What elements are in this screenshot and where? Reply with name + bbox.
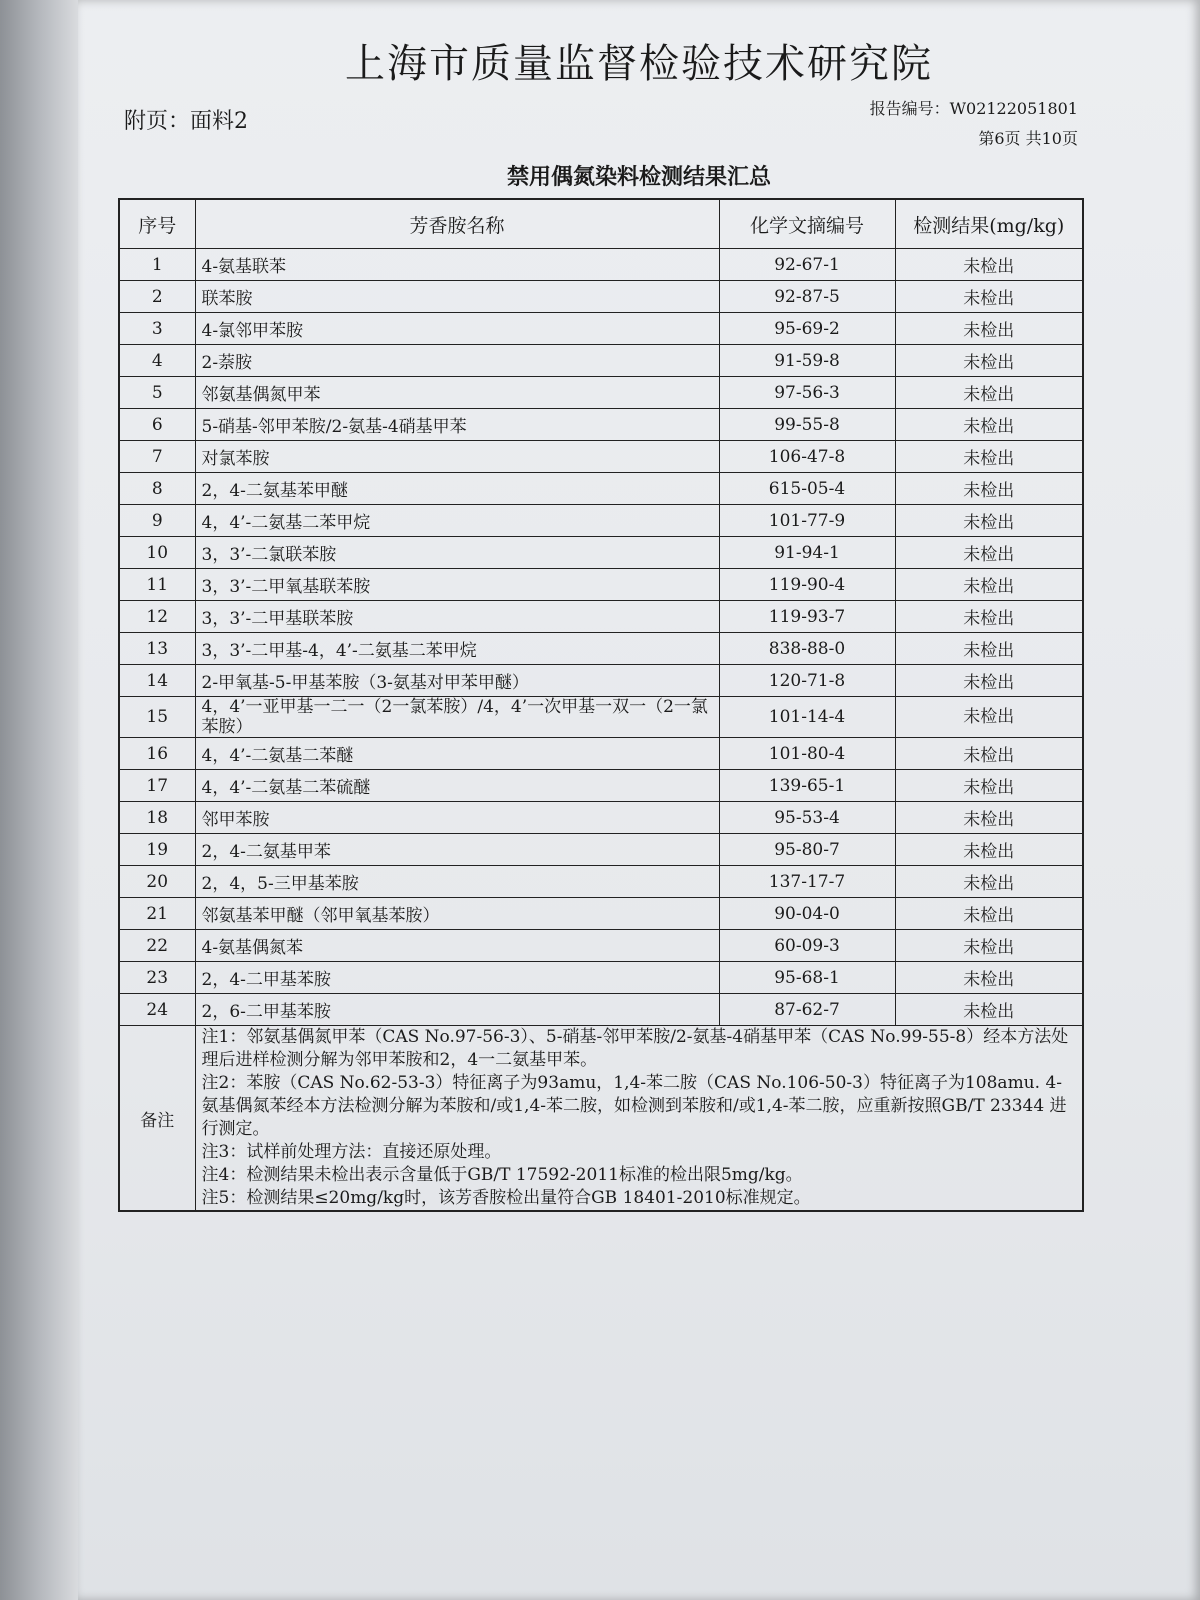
- table-row: [119, 409, 1083, 441]
- cas-number: 615-05-4: [719, 473, 895, 505]
- remark-note: 注3：试样前处理方法：直接还原处理。: [201, 1142, 502, 1162]
- table-header-row: [119, 199, 1083, 249]
- row-number: 6: [119, 409, 195, 441]
- cas-number: 139-65-1: [719, 770, 895, 802]
- amine-name: 2，6-二甲基苯胺: [195, 994, 719, 1026]
- table-row: [119, 537, 1083, 569]
- remark-note: 注1：邻氨基偶氮甲苯（CAS No.97-56-3）、5-硝基-邻甲苯胺/2-氨基-4硝基甲苯（CAS No.99-55-8）经本方法处理后进样检测分解为邻甲苯胺和2，4一二氨基甲苯。: [201, 1027, 1069, 1070]
- amine-name: 4，4’-二氨基二苯醚: [195, 738, 719, 770]
- amine-name: 对氯苯胺: [195, 441, 719, 473]
- row-number: 18: [119, 802, 195, 834]
- table-row: [119, 930, 1083, 962]
- table-row: [119, 770, 1083, 802]
- amine-name: 邻甲苯胺: [195, 802, 719, 834]
- attachment-label: 附页：面料2: [124, 109, 248, 134]
- col-header-no: 序号: [119, 199, 195, 249]
- book-binding: [0, 0, 78, 1600]
- row-number: 2: [119, 281, 195, 313]
- test-result: 未检出: [895, 505, 1083, 537]
- cas-number: 91-94-1: [719, 537, 895, 569]
- amine-name: 2，4，5-三甲基苯胺: [195, 866, 719, 898]
- amine-name: 4，4’-二氨基二苯甲烷: [195, 505, 719, 537]
- table-row: [119, 249, 1083, 281]
- test-result: 未检出: [895, 537, 1083, 569]
- amine-name: 4，4’-二氨基二苯硫醚: [195, 770, 719, 802]
- amine-name: 3，3’-二甲基-4，4’-二氨基二苯甲烷: [195, 633, 719, 665]
- amine-name: 4-氨基联苯: [195, 249, 719, 281]
- row-number: 14: [119, 665, 195, 697]
- amine-name: 3，3’-二氯联苯胺: [195, 537, 719, 569]
- amine-name: 4-氨基偶氮苯: [195, 930, 719, 962]
- amine-name: 邻氨基偶氮甲苯: [195, 377, 719, 409]
- col-header-cas: 化学文摘编号: [719, 199, 895, 249]
- table-row: [119, 738, 1083, 770]
- test-result: 未检出: [895, 249, 1083, 281]
- remarks-label: 备注: [119, 1026, 195, 1212]
- table-row: [119, 962, 1083, 994]
- row-number: 9: [119, 505, 195, 537]
- cas-number: 119-90-4: [719, 569, 895, 601]
- row-number: 12: [119, 601, 195, 633]
- table-row: [119, 898, 1083, 930]
- test-result: 未检出: [895, 994, 1083, 1026]
- remarks-notes: [195, 1026, 1083, 1212]
- amine-name: 4，4’一亚甲基一二一（2一氯苯胺）/4，4’一次甲基一双一（2一氯苯胺）: [195, 697, 719, 738]
- row-number: 11: [119, 569, 195, 601]
- amine-name: 联苯胺: [195, 281, 719, 313]
- test-result: 未检出: [895, 665, 1083, 697]
- test-result: 未检出: [895, 866, 1083, 898]
- cas-number: 91-59-8: [719, 345, 895, 377]
- table-row: [119, 441, 1083, 473]
- row-number: 10: [119, 537, 195, 569]
- row-number: 5: [119, 377, 195, 409]
- amine-name: 3，3’-二甲氧基联苯胺: [195, 569, 719, 601]
- table-row: [119, 473, 1083, 505]
- table-row: [119, 994, 1083, 1026]
- table-row: [119, 834, 1083, 866]
- document-page: [78, 0, 1200, 1600]
- cas-number: 92-67-1: [719, 249, 895, 281]
- test-result: 未检出: [895, 738, 1083, 770]
- amine-name: 3，3’-二甲基联苯胺: [195, 601, 719, 633]
- table-row: [119, 697, 1083, 738]
- cas-number: 97-56-3: [719, 377, 895, 409]
- cas-number: 838-88-0: [719, 633, 895, 665]
- test-result: 未检出: [895, 377, 1083, 409]
- amine-name: 邻氨基苯甲醚（邻甲氧基苯胺）: [195, 898, 719, 930]
- cas-number: 90-04-0: [719, 898, 895, 930]
- amine-name: 2-萘胺: [195, 345, 719, 377]
- amine-name: 2-甲氧基-5-甲基苯胺（3-氨基对甲苯甲醚）: [195, 665, 719, 697]
- test-result: 未检出: [895, 569, 1083, 601]
- row-number: 20: [119, 866, 195, 898]
- table-row: [119, 345, 1083, 377]
- table-row: [119, 802, 1083, 834]
- test-result: 未检出: [895, 930, 1083, 962]
- table-title: 禁用偶氮染料检测结果汇总: [506, 164, 771, 190]
- remarks-row: [119, 1026, 1083, 1212]
- test-result: 未检出: [895, 345, 1083, 377]
- row-number: 13: [119, 633, 195, 665]
- row-number: 17: [119, 770, 195, 802]
- test-result: 未检出: [895, 633, 1083, 665]
- test-result: 未检出: [895, 313, 1083, 345]
- test-result: 未检出: [895, 473, 1083, 505]
- cas-number: 106-47-8: [719, 441, 895, 473]
- cas-number: 92-87-5: [719, 281, 895, 313]
- row-number: 8: [119, 473, 195, 505]
- cas-number: 95-68-1: [719, 962, 895, 994]
- cas-number: 137-17-7: [719, 866, 895, 898]
- row-number: 16: [119, 738, 195, 770]
- cas-number: 101-77-9: [719, 505, 895, 537]
- test-result: 未检出: [895, 281, 1083, 313]
- row-number: 19: [119, 834, 195, 866]
- table-row: [119, 569, 1083, 601]
- report-number: 报告编号：W02122051801: [869, 99, 1078, 118]
- table-row: [119, 377, 1083, 409]
- test-result: 未检出: [895, 601, 1083, 633]
- test-result: 未检出: [895, 802, 1083, 834]
- table-row: [119, 281, 1083, 313]
- table-row: [119, 601, 1083, 633]
- test-result: 未检出: [895, 962, 1083, 994]
- table-row: [119, 866, 1083, 898]
- row-number: 23: [119, 962, 195, 994]
- row-number: 21: [119, 898, 195, 930]
- col-header-name: 芳香胺名称: [195, 199, 719, 249]
- cas-number: 101-80-4: [719, 738, 895, 770]
- test-result: 未检出: [895, 770, 1083, 802]
- amine-name: 5-硝基-邻甲苯胺/2-氨基-4硝基甲苯: [195, 409, 719, 441]
- table-row: [119, 505, 1083, 537]
- table-row: [119, 633, 1083, 665]
- page-info: 第6页 共10页: [978, 129, 1078, 148]
- institute-title: 上海市质量监督检验技术研究院: [345, 41, 933, 87]
- amine-name: 2，4-二氨基苯甲醚: [195, 473, 719, 505]
- remark-note: 注4：检测结果未检出表示含量低于GB/T 17592-2011标准的检出限5mg/kg。: [201, 1165, 803, 1185]
- cas-number: 95-80-7: [719, 834, 895, 866]
- amine-name: 4-氯邻甲苯胺: [195, 313, 719, 345]
- remark-note: 注2：苯胺（CAS No.62-53-3）特征离子为93amu，1,4-苯二胺（CAS No.106-50-3）特征离子为108amu. 4-氨基偶氮苯经本方法检测分解为苯胺和/或1,4-苯二胺，如检测到苯胺和/或1,4-苯二胺，应重新按照GB/T 23344 进行测定。: [201, 1073, 1067, 1139]
- remark-note: 注5：检测结果≤20mg/kg时，该芳香胺检出量符合GB 18401-2010标准规定。: [201, 1188, 811, 1208]
- cas-number: 101-14-4: [719, 697, 895, 738]
- cas-number: 119-93-7: [719, 601, 895, 633]
- cas-number: 95-69-2: [719, 313, 895, 345]
- row-number: 7: [119, 441, 195, 473]
- amine-name: 2，4-二氨基甲苯: [195, 834, 719, 866]
- cas-number: 120-71-8: [719, 665, 895, 697]
- test-result: 未检出: [895, 697, 1083, 738]
- table-row: [119, 665, 1083, 697]
- amine-name: 2，4-二甲基苯胺: [195, 962, 719, 994]
- test-result: 未检出: [895, 834, 1083, 866]
- row-number: 4: [119, 345, 195, 377]
- row-number: 15: [119, 697, 195, 738]
- cas-number: 99-55-8: [719, 409, 895, 441]
- row-number: 22: [119, 930, 195, 962]
- table-row: [119, 313, 1083, 345]
- report-info: [870, 94, 1078, 154]
- row-number: 3: [119, 313, 195, 345]
- row-number: 24: [119, 994, 195, 1026]
- test-result: 未检出: [895, 409, 1083, 441]
- row-number: 1: [119, 249, 195, 281]
- test-result: 未检出: [895, 898, 1083, 930]
- cas-number: 87-62-7: [719, 994, 895, 1026]
- cas-number: 95-53-4: [719, 802, 895, 834]
- results-table: [118, 198, 1084, 1212]
- cas-number: 60-09-3: [719, 930, 895, 962]
- col-header-result: 检测结果(mg/kg): [895, 199, 1083, 249]
- test-result: 未检出: [895, 441, 1083, 473]
